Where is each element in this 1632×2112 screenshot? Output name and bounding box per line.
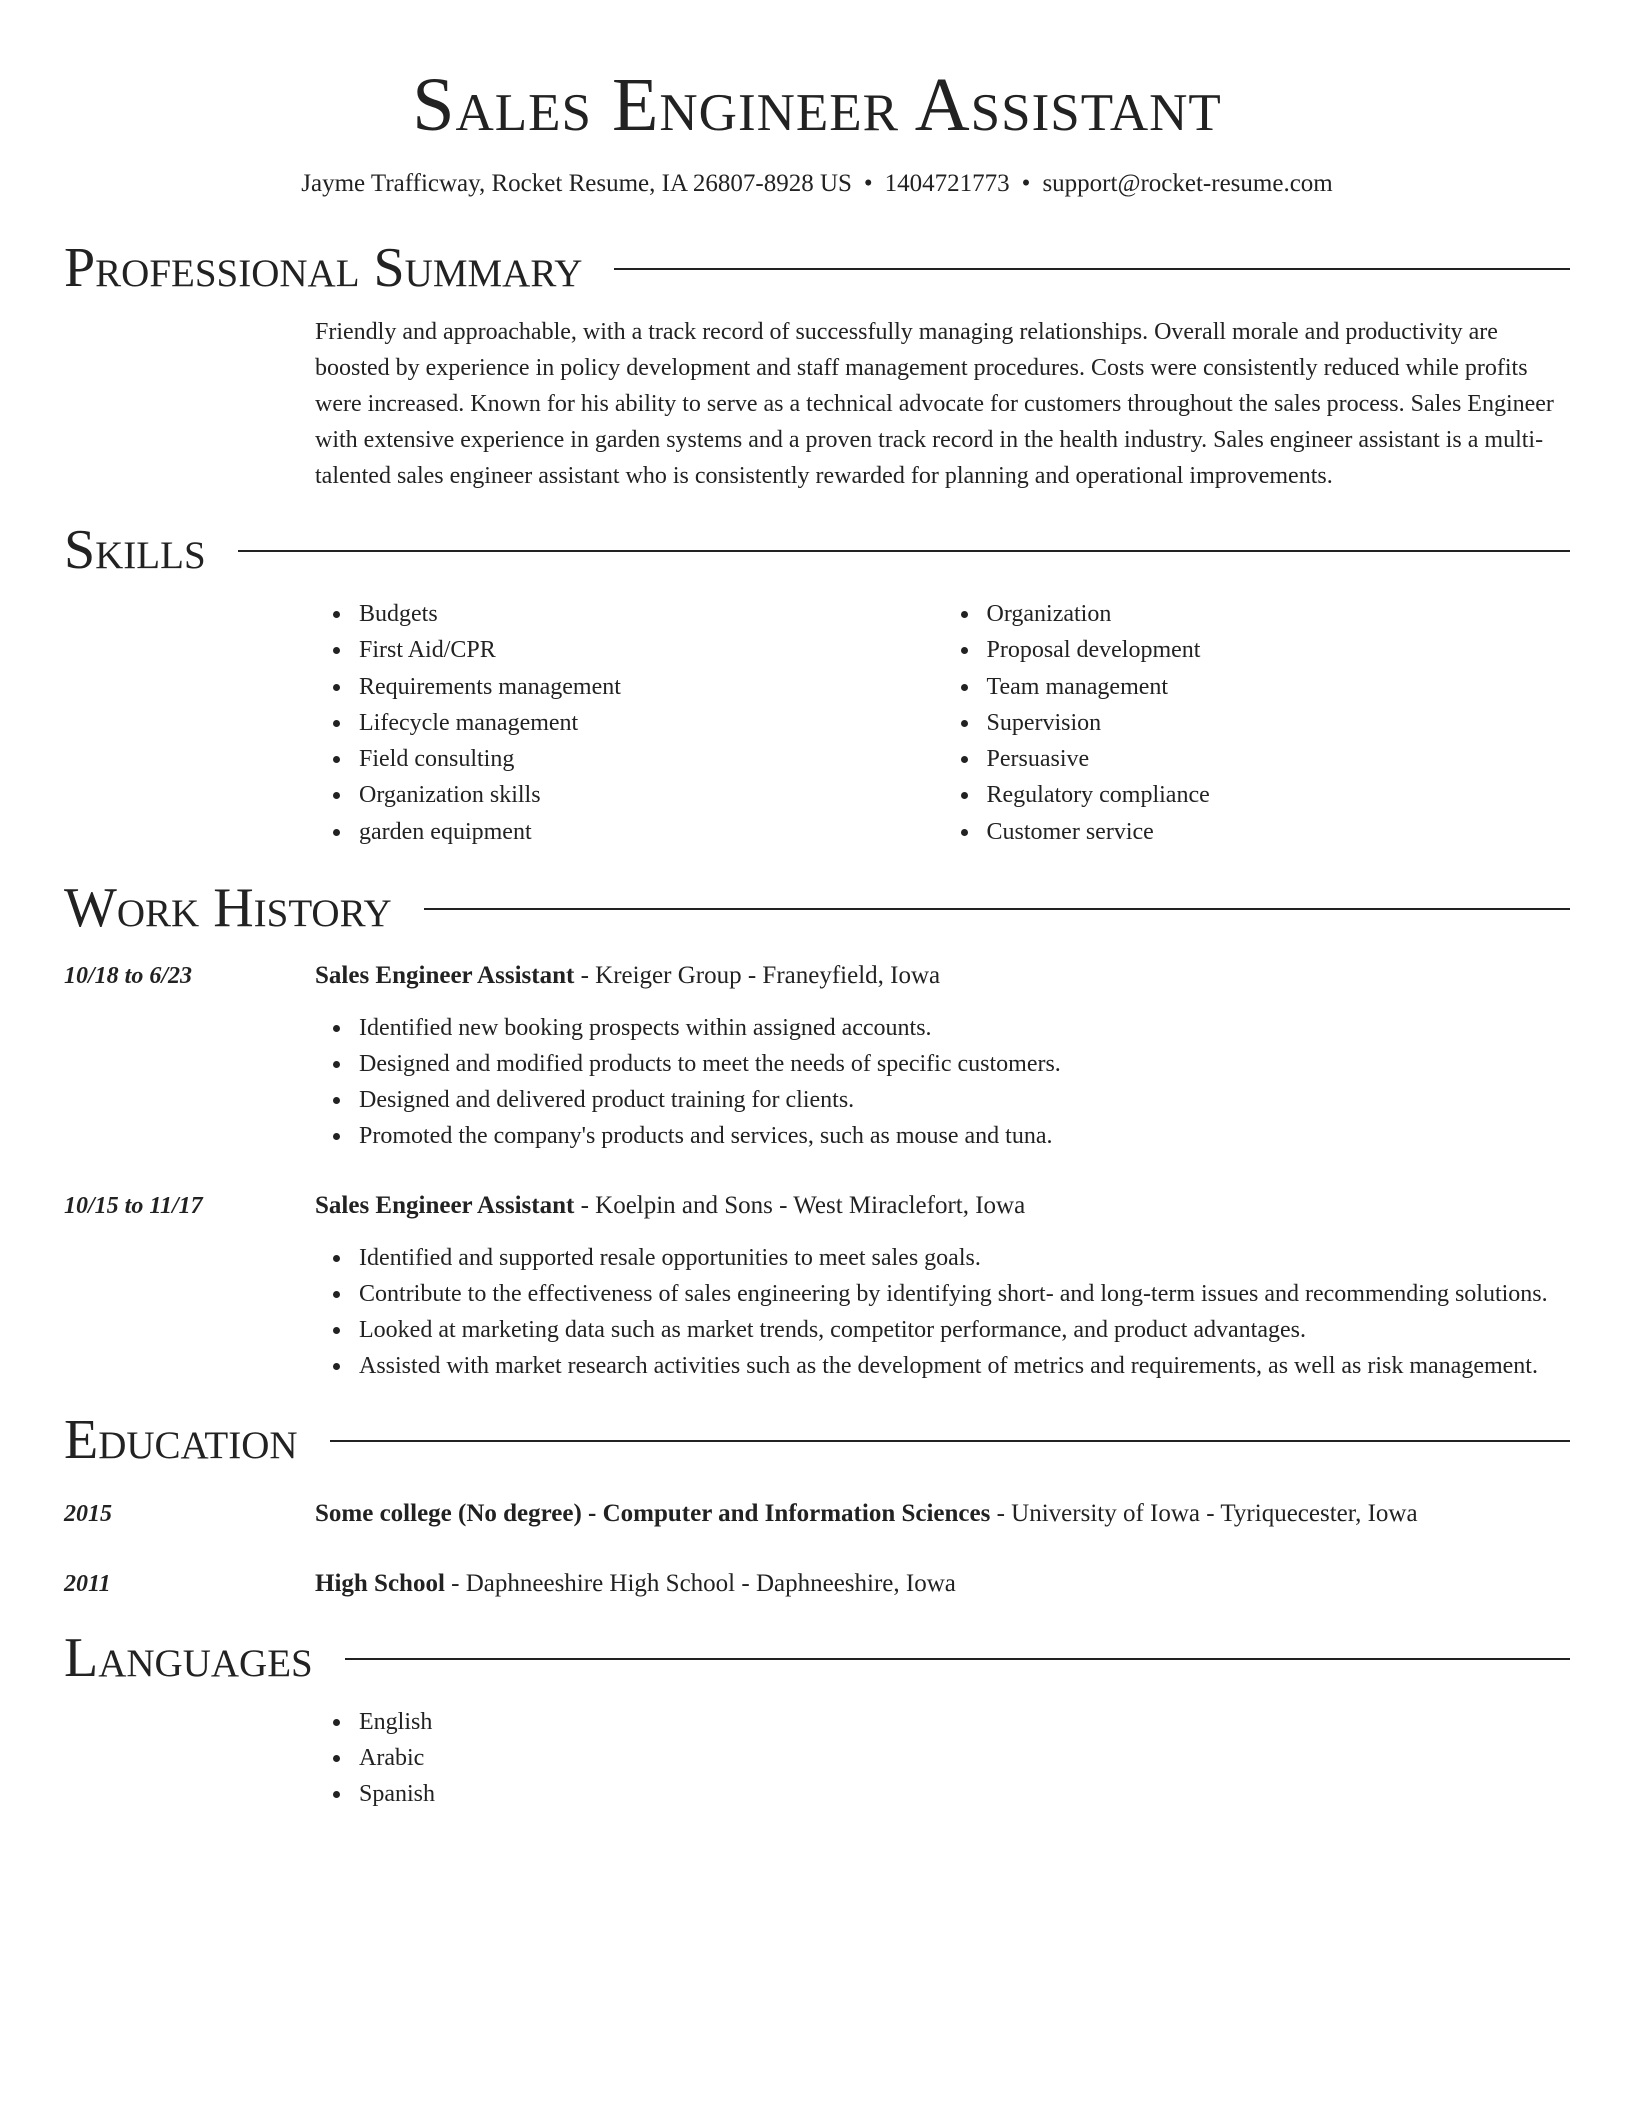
job-details: - Koelpin and Sons - West Miraclefort, Iowa bbox=[574, 1192, 1026, 1220]
education-degree: Some college (No degree) - Computer and Information Sciences bbox=[315, 1500, 991, 1528]
work-entry-bullets bbox=[315, 1010, 1570, 1154]
work-section-header bbox=[64, 878, 1570, 938]
skills-section-title: Skills bbox=[64, 519, 206, 581]
skill-item: Team management bbox=[987, 669, 1571, 705]
education-degree: High School bbox=[315, 1570, 445, 1598]
section-divider bbox=[424, 908, 1570, 910]
education-section-title: Education bbox=[64, 1409, 298, 1472]
skill-item: Field consulting bbox=[359, 741, 943, 777]
education-entry-date: 2015 bbox=[64, 1501, 112, 1528]
languages-list bbox=[315, 1704, 1570, 1812]
contact-line bbox=[64, 168, 1570, 200]
skills-list-left bbox=[315, 596, 943, 850]
education-entry bbox=[64, 1496, 1570, 1532]
contact-address: Jayme Trafficway, Rocket Resume, IA 26807-8928 US bbox=[301, 170, 852, 197]
job-title: Sales Engineer Assistant bbox=[315, 962, 575, 990]
skill-item: Requirements management bbox=[359, 669, 943, 705]
resume-name: Sales Engineer Assistant bbox=[412, 63, 1222, 147]
work-section-title: Work History bbox=[64, 877, 392, 940]
work-bullet: Designed and modified products to meet the needs of specific customers. bbox=[359, 1046, 1570, 1082]
skill-item: First Aid/CPR bbox=[359, 632, 943, 668]
education-details: - University of Iowa - Tyriquecester, Iowa bbox=[990, 1500, 1418, 1528]
summary-section-title: Professional Summary bbox=[64, 237, 583, 299]
skill-item: Organization bbox=[987, 596, 1571, 632]
languages-section-title: Languages bbox=[64, 1627, 313, 1690]
contact-separator: • bbox=[1021, 170, 1031, 197]
skill-item: Proposal development bbox=[987, 632, 1571, 668]
work-entry-title-line bbox=[315, 1188, 1570, 1224]
work-bullet: Looked at marketing data such as market trends, competitor performance, and product advantages. bbox=[359, 1312, 1570, 1348]
education-entry bbox=[64, 1566, 1570, 1602]
work-entry-date: 10/18 to 6/23 bbox=[64, 963, 193, 990]
education-entry-title-line bbox=[315, 1496, 1570, 1532]
work-entry bbox=[64, 958, 1570, 1154]
resume-page bbox=[64, 0, 1570, 1812]
section-divider bbox=[238, 550, 1570, 552]
skill-item: Organization skills bbox=[359, 777, 943, 813]
work-bullet: Identified and supported resale opportunities to meet sales goals. bbox=[359, 1240, 1570, 1276]
job-details: - Kreiger Group - Franeyfield, Iowa bbox=[574, 962, 941, 990]
work-entry-date: 10/15 to 11/17 bbox=[64, 1193, 203, 1220]
contact-phone: 1404721773 bbox=[884, 170, 1010, 197]
language-item: English bbox=[359, 1704, 1570, 1740]
skill-item: Persuasive bbox=[987, 741, 1571, 777]
skill-item: Lifecycle management bbox=[359, 705, 943, 741]
skill-item: Regulatory compliance bbox=[987, 777, 1571, 813]
education-entry-title-line bbox=[315, 1566, 1570, 1602]
skill-item: garden equipment bbox=[359, 814, 943, 850]
job-title: Sales Engineer Assistant bbox=[315, 1192, 575, 1220]
language-item: Arabic bbox=[359, 1740, 1570, 1776]
work-entry-bullets bbox=[315, 1240, 1570, 1384]
education-entry-content bbox=[315, 1496, 1570, 1532]
language-item: Spanish bbox=[359, 1776, 1570, 1812]
section-divider bbox=[614, 268, 1570, 270]
skill-item: Supervision bbox=[987, 705, 1571, 741]
work-entry-content bbox=[315, 958, 1570, 1154]
education-entry-content bbox=[315, 1566, 1570, 1602]
skills-section-header bbox=[64, 520, 1570, 580]
work-entry-content bbox=[315, 1188, 1570, 1384]
work-bullet: Designed and delivered product training for clients. bbox=[359, 1082, 1570, 1118]
languages-section-header bbox=[64, 1628, 1570, 1688]
work-bullet: Promoted the company's products and services, such as mouse and tuna. bbox=[359, 1118, 1570, 1154]
contact-separator: • bbox=[863, 170, 873, 197]
skills-list-right bbox=[943, 596, 1571, 850]
summary-text: Friendly and approachable, with a track record of successfully managing relationships. Overall morale and productivity are boosted by experience in policy development and staff management procedures. Costs were consistently reduced while profits were increased. Known for his ability to serve as a technical advocate for customers throughout the sales process. Sales Engineer with extensive experience in garden systems and a proven track record in the health industry. Sales engineer assistant is a multi-talented sales engineer assistant who is consistently rewarded for planning and operational improvements. bbox=[315, 319, 1554, 489]
work-entry bbox=[64, 1188, 1570, 1384]
contact-email: support@rocket-resume.com bbox=[1042, 170, 1333, 197]
education-entry-date: 2011 bbox=[64, 1571, 111, 1598]
skills-grid bbox=[315, 596, 1570, 850]
summary-section-header bbox=[64, 238, 1570, 298]
section-divider bbox=[345, 1658, 1570, 1660]
skill-item: Budgets bbox=[359, 596, 943, 632]
work-bullet: Contribute to the effectiveness of sales engineering by identifying short- and long-term issues and recommending solutions. bbox=[359, 1276, 1570, 1312]
section-divider bbox=[330, 1440, 1570, 1442]
skill-item: Customer service bbox=[987, 814, 1571, 850]
education-section-header bbox=[64, 1410, 1570, 1470]
work-bullet: Identified new booking prospects within assigned accounts. bbox=[359, 1010, 1570, 1046]
education-details: - Daphneeshire High School - Daphneeshire, Iowa bbox=[444, 1570, 956, 1598]
work-bullet: Assisted with market research activities such as the development of metrics and requirements, as well as risk management. bbox=[359, 1348, 1570, 1384]
work-entry-title-line bbox=[315, 958, 1570, 994]
